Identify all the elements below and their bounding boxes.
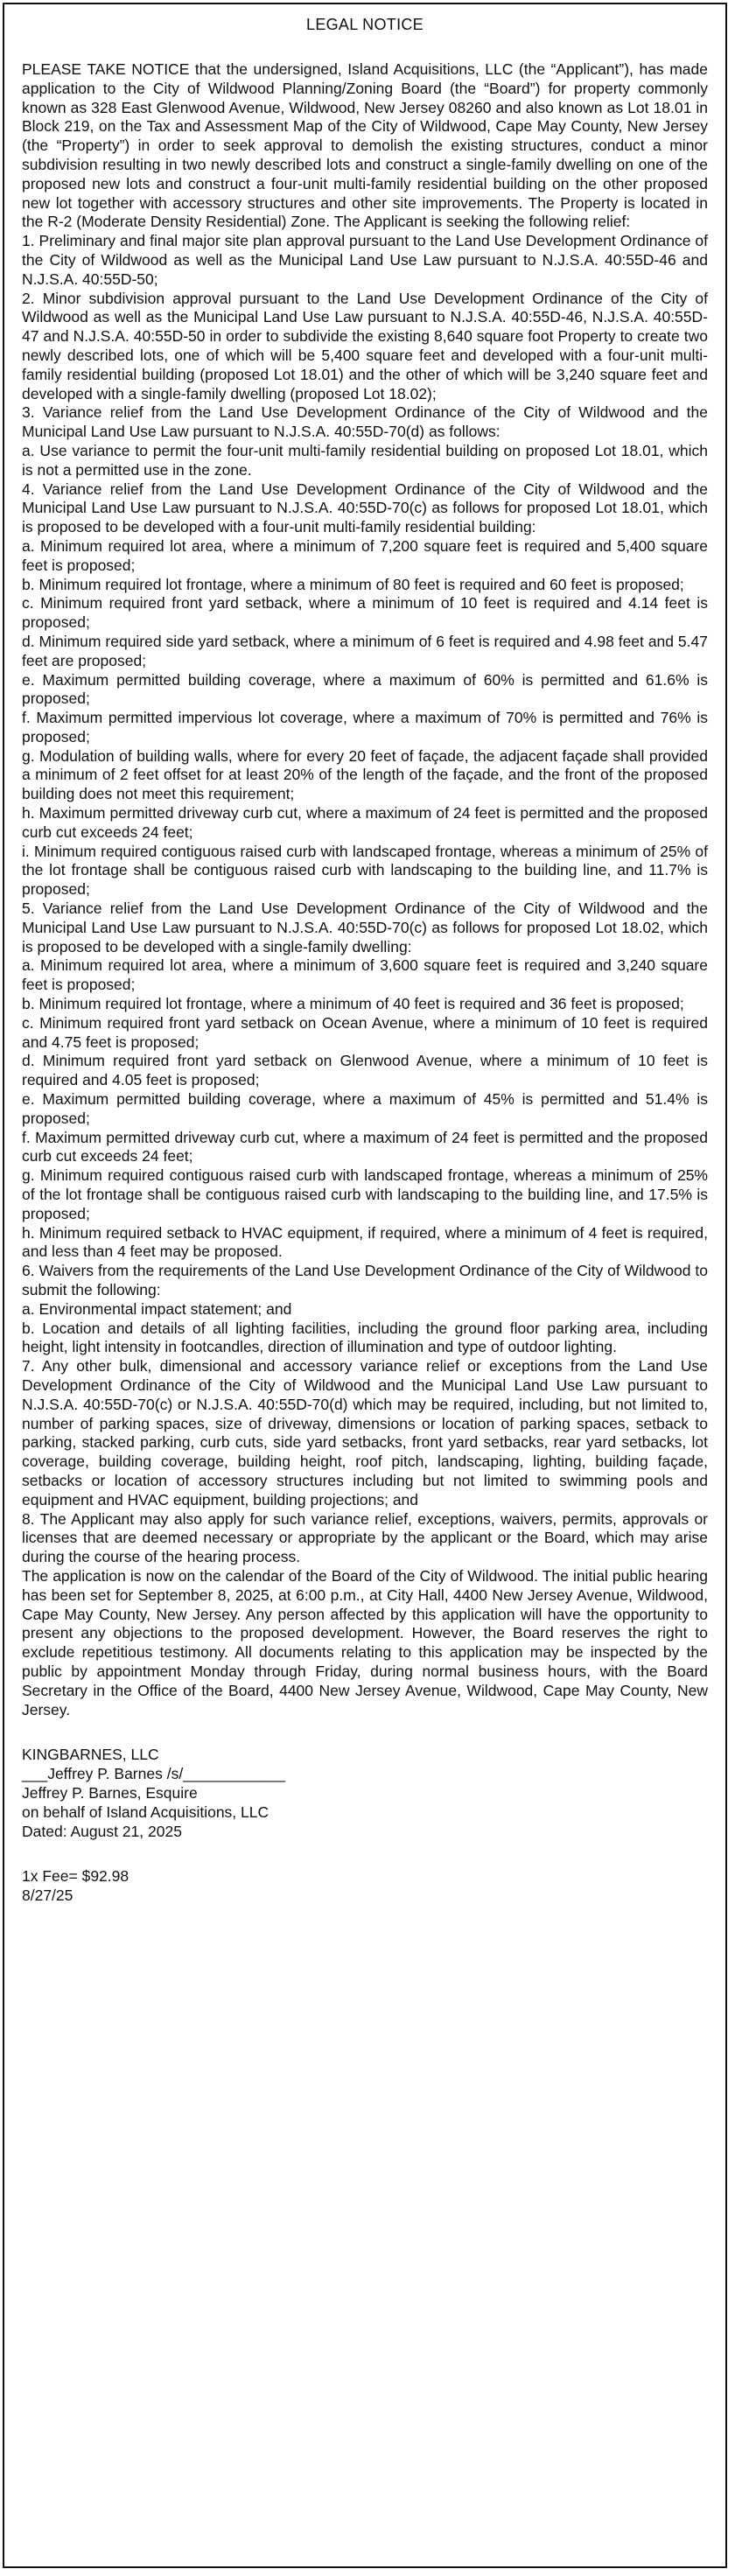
relief-item-5: 5. Variance relief from the Land Use Development Ordinance of the City of Wildwood and the Municipal Land Use Law pursuant to N.J.S.A. 40:55D-70(c) as follows for proposed Lot 18.02, which is proposed to be developed with a single-family dwelling:	[22, 900, 708, 956]
relief-item-8: 8. The Applicant may also apply for such variance relief, exceptions, waivers, permits, approvals or licenses that are deemed necessary or appropriate by the applicant or the Board, which may arise during the course of the hearing process.	[22, 1509, 708, 1566]
relief-item-5c: c. Minimum required front yard setback on Ocean Avenue, where a minimum of 10 feet is required and 4.75 feet is proposed;	[22, 1013, 708, 1051]
signature-firm: KINGBARNES, LLC	[22, 1746, 159, 1764]
relief-item-5e: e. Maximum permitted building coverage, where a maximum of 45% is permitted and 51.4% is proposed;	[22, 1090, 708, 1127]
hearing-paragraph: The application is now on the calendar of the Board of the City of Wildwood. The initial public hearing has been set for September 8, 2025, at 6:00 p.m., at City Hall, 4400 New Jersey Avenue, Wildwood, Cape May County, New Jersey. Any person affected by this application will have the opportunity to present any objections to the proposed development. However, the Board reserves the right to exclude repetitious testimony. All documents relating to this application may be inspected by the public by appointment Monday through Friday, during normal business hours, with the Board Secretary in the Office of the Board, 4400 New Jersey Avenue, Wildwood, Cape May County, New Jersey.	[22, 1566, 708, 1718]
signature-name: Jeffrey P. Barnes, Esquire	[22, 1783, 198, 1802]
relief-item-5a: a. Minimum required lot area, where a minimum of 3,600 square feet is required and 3,240 square feet is proposed;	[22, 956, 708, 994]
relief-item-4: 4. Variance relief from the Land Use Development Ordinance of the City of Wildwood and the Municipal Land Use Law pursuant to N.J.S.A. 40:55D-70(c) as follows for proposed Lot 18.01, which is proposed to be developed with a four-unit multi-family residential building:	[22, 480, 708, 536]
relief-item-5g: g. Minimum required contiguous raised curb with landscaped frontage, whereas a minimum of 25% of the lot frontage shall be contiguous raised curb with landscaping to the building line, and 17.5% is proposed;	[22, 1166, 708, 1222]
notice-body	[22, 60, 708, 1719]
relief-item-5b: b. Minimum required lot frontage, where a minimum of 40 feet is required and 36 feet is proposed;	[22, 995, 684, 1013]
relief-item-1: 1. Preliminary and final major site plan approval pursuant to the Land Use Development Ordinance of the City of Wildwood as well as the Municipal Land Use Law pursuant to N.J.S.A. 40:55D-46 and N.J.S.A. 40:55D-50;	[22, 232, 708, 288]
relief-item-4e: e. Maximum permitted building coverage, where a maximum of 60% is permitted and 61.6% is proposed;	[22, 670, 708, 708]
publish-date: 8/27/25	[22, 1886, 74, 1905]
relief-item-3a: a. Use variance to permit the four-unit multi-family residential building on proposed Lot 18.01, which is not a permitted use in the zone.	[22, 441, 708, 479]
relief-item-2: 2. Minor subdivision approval pursuant to the Land Use Development Ordinance of the City of Wildwood as well as the Municipal Land Use Law pursuant to N.J.S.A. 40:55D-46, N.J.S.A. 40:55D-47 and N.J.S.A. 40:55D-50 in order to subdivide the existing 8,640 square foot Property to create two newly described lots, one of which will be 5,400 square feet and developed with a four-unit multi-family residential building (proposed Lot 18.01) and the other of which will be 3,240 square feet and developed with a single-family dwelling (proposed Lot 18.02);	[22, 289, 708, 402]
relief-item-4g: g. Modulation of building walls, where for every 20 feet of façade, the adjacent façade shall provided a minimum of 2 feet offset for at least 20% of the length of the façade, and the front of the proposed building does not meet this requirement;	[22, 746, 708, 803]
relief-item-5d: d. Minimum required front yard setback on Glenwood Avenue, where a minimum of 10 feet is required and 4.05 feet is proposed;	[22, 1052, 708, 1089]
signature-date: Dated: August 21, 2025	[22, 1822, 182, 1840]
notice-footer	[22, 1867, 708, 1906]
signature-block	[22, 1746, 708, 1841]
relief-item-6b: b. Location and details of all lighting facilities, including the ground floor parking area, including height, light intensity in footcandles, direction of illumination and type of outdoor lighting.	[22, 1319, 708, 1356]
relief-item-4i: i. Minimum required contiguous raised curb with landscaped frontage, whereas a minimum of 25% of the lot frontage shall be contiguous raised curb with landscaping to the building line, and 11.7% is proposed;	[22, 842, 708, 899]
relief-item-4c: c. Minimum required front yard setback, where a minimum of 10 feet is required and 4.14 feet is proposed;	[22, 594, 708, 632]
relief-item-4d: d. Minimum required side yard setback, where a minimum of 6 feet is required and 4.98 feet and 5.47 feet are proposed;	[22, 632, 708, 669]
relief-item-4a: a. Minimum required lot area, where a minimum of 7,200 square feet is required and 5,400 square feet is proposed;	[22, 536, 708, 574]
relief-item-5f: f. Maximum permitted driveway curb cut, where a maximum of 24 feet is permitted and the proposed curb cut exceeds 24 feet;	[22, 1128, 708, 1166]
signature-line: ___Jeffrey P. Barnes /s/____________	[22, 1765, 285, 1783]
relief-item-4b: b. Minimum required lot frontage, where a minimum of 80 feet is required and 60 feet is proposed;	[22, 575, 684, 593]
fee-text: 1x Fee= $92.98	[22, 1867, 130, 1886]
notice-title: LEGAL NOTICE	[306, 16, 424, 33]
legal-notice	[3, 3, 727, 2568]
relief-item-4f: f. Maximum permitted impervious lot coverage, where a maximum of 70% is permitted and 76% is proposed;	[22, 709, 708, 746]
relief-item-6: 6. Waivers from the requirements of the Land Use Development Ordinance of the City of Wildwood to submit the following:	[22, 1262, 708, 1298]
relief-item-5h: h. Minimum required setback to HVAC equipment, if required, where a minimum of 4 feet is required, and less than 4 feet may be proposed.	[22, 1223, 708, 1261]
relief-item-6a: a. Environmental impact statement; and	[22, 1299, 292, 1318]
intro-paragraph: PLEASE TAKE NOTICE that the undersigned, Island Acquisitions, LLC (the “Applicant”), has made application to the City of Wildwood Planning/Zoning Board (the “Board”) for property commonly known as 328 East Glenwood Avenue, Wildwood, New Jersey 08260 and also known as Lot 18.01 in Block 219, on the Tax and Assessment Map of the City of Wildwood, Cape May County, New Jersey (the “Property”) in order to seek approval to demolish the existing structures, conduct a minor subdivision resulting in two newly described lots and construct a single-family dwelling on one of the proposed new lots and construct a four-unit multi-family residential building on the other proposed new lot together with accessory structures and other site improvements. The Property is located in the R-2 (Moderate Density Residential) Zone. The Applicant is seeking the following relief:	[22, 60, 708, 231]
relief-item-3: 3. Variance relief from the Land Use Development Ordinance of the City of Wildwood and the Municipal Land Use Law pursuant to N.J.S.A. 40:55D-70(d) as follows:	[22, 403, 708, 441]
signature-behalf: on behalf of Island Acquisitions, LLC	[22, 1802, 270, 1821]
relief-item-4h: h. Maximum permitted driveway curb cut, where a maximum of 24 feet is permitted and the proposed curb cut exceeds 24 feet;	[22, 804, 708, 841]
relief-item-7: 7. Any other bulk, dimensional and accessory variance relief or exceptions from the Land Use Development Ordinance of the City of Wildwood and the Municipal Land Use Law pursuant to N.J.S.A. 40:55D-70(c) or N.J.S.A. 40:55D-70(d) which may be required, including, but not limited to, number of parking spaces, size of driveway, dimensions or location of parking spaces, setback to parking, stacked parking, curb cuts, side yard setbacks, front yard setbacks, rear yard setbacks, lot coverage, building coverage, building height, roof pitch, landscaping, lighting, building façade, setbacks or location of accessory structures including but not limited to swimming pools and equipment and HVAC equipment, building projections; and	[22, 1357, 708, 1508]
